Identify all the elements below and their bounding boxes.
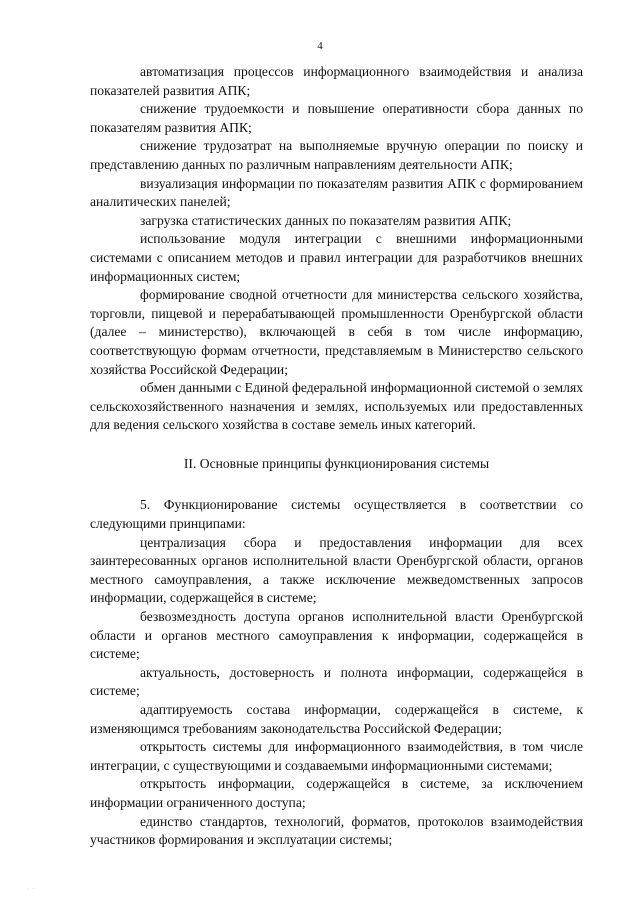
paragraph-centralization: централизация сбора и предоставления информации для всех заинтересованных органов исполнительной власти Оренбургской области, органов местного самоуправления, а также исключение межведомственных запросов информации, содержащейся в системе; — [90, 534, 583, 606]
paragraph-data-exchange: обмен данными с Единой федеральной информационной системой о землях сельскохозяйственного назначения и землях, используемых или предоставленных для ведения сельского хозяйства в составе земель иных категорий. — [90, 380, 583, 433]
section-heading: II. Основные принципы функционирования системы — [183, 455, 490, 471]
paragraph-accuracy: актуальность, достоверность и полнота информации, содержащейся в системе; — [90, 664, 583, 699]
paragraph-cost-reduction: снижение трудозатрат на выполняемые вручную операции по поиску и представлению данных по различным направлениям деятельности АПК; — [90, 138, 583, 172]
paragraph-openness-information: открытость информации, содержащейся в системе, за исключением информации ограниченного доступа; — [90, 776, 583, 810]
paragraph-free-access: безвозмездность доступа органов исполнительной власти Оренбургской области и органов местного самоуправления к информации, содержащейся в системе; — [90, 609, 583, 662]
scan-corner-mark: · · — [27, 886, 36, 892]
paragraph-openness-integration: открытость системы для информационного взаимодействия, в том числе интеграции, с существующими и создаваемыми информационными системами; — [90, 739, 583, 773]
paragraph-reporting: формирование сводной отчетности для министерства сельского хозяйства, торговли, пищевой и перерабатывающей промышленности Оренбургской области (далее – министерство), включающей в себя в том числе информацию, соответствующую формам отчетности, представляемым в Министерство сельского хозяйства Российской Федерации; — [90, 287, 583, 377]
paragraph-automation: автоматизация процессов информационного взаимодействия и анализа показателей развития АПК; — [90, 64, 583, 98]
document-body — [90, 63, 583, 850]
paragraph-unity-standards: единство стандартов, технологий, форматов, протоколов взаимодействия участников формирования и эксплуатации системы; — [90, 813, 583, 848]
paragraph-adaptability: адаптируемость состава информации, содержащейся в системе, к изменяющимся требованиям законодательства Российской Федерации; — [90, 702, 583, 736]
paragraph-principles-intro: 5. Функционирование системы осуществляется в соответствии со следующими принципами: — [90, 497, 583, 532]
paragraph-labor-reduction: снижение трудоемкости и повышение оперативности сбора данных по показателям развития АПК; — [90, 101, 583, 135]
paragraph-integration-module: использование модуля интеграции с внешними информационными системами с описанием методов и правил интеграции для разработчиков внешних информационных систем; — [90, 231, 583, 284]
page-number: 4 — [317, 40, 323, 52]
paragraph-visualization: визуализация информации по показателям развития АПК с формированием аналитических панелей; — [90, 175, 583, 210]
paragraph-statistics-upload: загрузка статистических данных по показателям развития АПК; — [140, 212, 512, 228]
